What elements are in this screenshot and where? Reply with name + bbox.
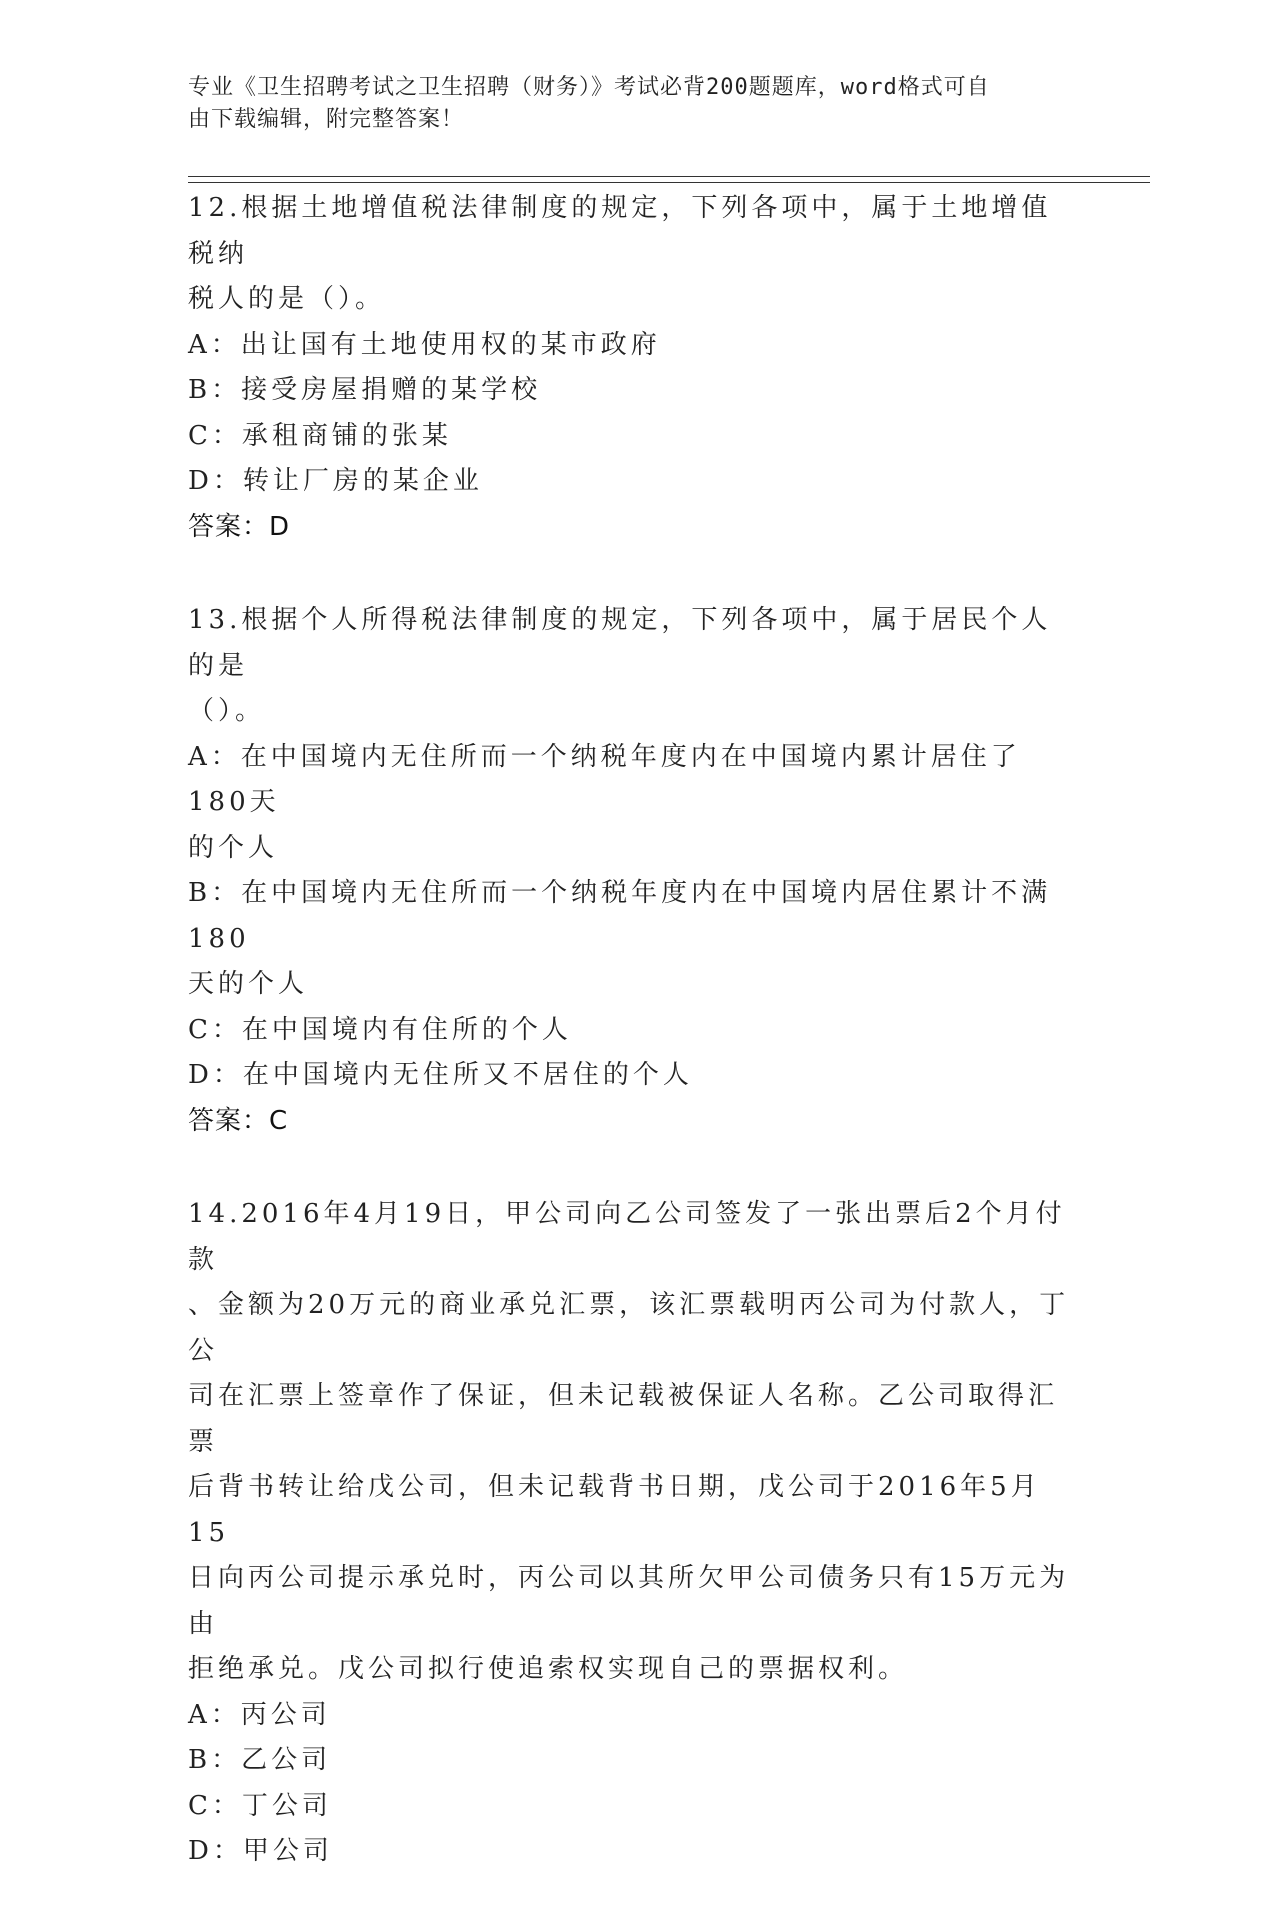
answer-option: B：乙公司 <box>188 1745 332 1775</box>
question-block <box>188 1192 1078 1875</box>
question-stem-line: （）。 <box>188 696 266 726</box>
answer-option: A：丙公司 <box>188 1699 331 1730</box>
header-divider-bottom <box>188 182 1150 183</box>
question-stem-line: 后背书转让给戊公司，但未记载背书日期，戊公司于2016年5月15 <box>188 1472 1041 1548</box>
question-stem-line: 14.2016年4月19日，甲公司向乙公司签发了一张出票后2个月付款 <box>188 1199 1066 1275</box>
answer-option: C：丁公司 <box>188 1790 332 1821</box>
document-header <box>188 72 1068 136</box>
question-block <box>188 598 1078 1144</box>
question-stem-line: 拒绝承兑。戊公司拟行使追索权实现自己的票据权利。 <box>188 1654 909 1684</box>
question-stem-line: 13.根据个人所得税法律制度的规定，下列各项中，属于居民个人的是 <box>188 605 1052 681</box>
answer-option: D：甲公司 <box>188 1836 333 1866</box>
question-stem-line: 12.根据土地增值税法律制度的规定，下列各项中，属于土地增值税纳 <box>188 193 1052 269</box>
question-block <box>188 186 1078 550</box>
question-stem-line: 司在汇票上签章作了保证，但未记载被保证人名称。乙公司取得汇票 <box>188 1381 1059 1457</box>
question-stem-line: 日向丙公司提示承兑时，丙公司以其所欠甲公司债务只有15万元为由 <box>188 1563 1070 1639</box>
answer-key: 答案：D <box>188 511 291 542</box>
answer-option: B：接受房屋捐赠的某学校 <box>188 375 542 405</box>
answer-option: A：在中国境内无住所而一个纳税年度内在中国境内累计居住了180天 <box>188 741 1021 817</box>
answer-key: 答案：C <box>188 1105 289 1136</box>
answer-option: D：在中国境内无住所又不居住的个人 <box>188 1060 693 1090</box>
answer-option: C：在中国境内有住所的个人 <box>188 1014 572 1045</box>
answer-option: D：转让厂房的某企业 <box>188 466 483 496</box>
header-line-1: 专业《卫生招聘考试之卫生招聘（财务）》考试必背200题题库，word格式可自 <box>188 75 990 100</box>
answer-option: B：在中国境内无住所而一个纳税年度内在中国境内居住累计不满180 <box>188 878 1052 954</box>
question-stem-line: 税人的是（）。 <box>188 284 386 314</box>
question-list <box>188 186 1078 1923</box>
answer-option: C：承租商铺的张某 <box>188 420 452 451</box>
answer-option: A：出让国有土地使用权的某市政府 <box>188 329 661 360</box>
header-divider-top <box>188 176 1150 177</box>
answer-option: 的个人 <box>188 832 279 863</box>
answer-option: 天的个人 <box>188 969 309 999</box>
question-stem-line: 、金额为20万元的商业承兑汇票，该汇票载明丙公司为付款人，丁公 <box>188 1290 1070 1366</box>
header-line-2: 由下载编辑，附完整答案！ <box>188 107 465 132</box>
